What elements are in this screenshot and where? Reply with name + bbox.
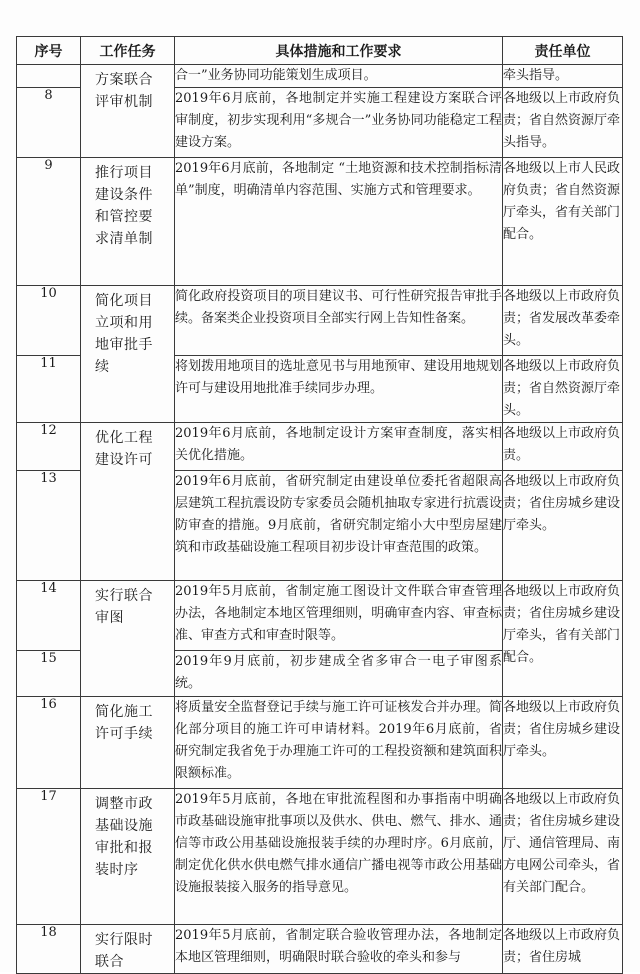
measure-cell: 2019年5月底前，省制定联合验收管理办法，各地制定本地区管理细则，明确限时联合验收的牵头和参与 bbox=[175, 925, 503, 974]
table-row bbox=[17, 158, 623, 286]
task-text: 调整市政基础设施审批和报装时序 bbox=[95, 796, 153, 878]
task-text: 方案联合评审机制 bbox=[95, 72, 153, 110]
task-text: 简化施工许可手续 bbox=[95, 704, 153, 742]
task-cell bbox=[81, 286, 175, 423]
task-cell bbox=[81, 423, 175, 581]
header-measures: 具体措施和工作要求 bbox=[175, 37, 503, 65]
table-row bbox=[17, 789, 623, 925]
unit-cell: 各地级以上市政府负责；省住房城乡建设厅牵头。 bbox=[503, 697, 623, 789]
task-text: 简化项目立项和用地审批手续 bbox=[95, 293, 153, 375]
unit-cell: 各地级以上市政府负责；省发展改革委牵头。 bbox=[503, 286, 623, 356]
task-text: 实行联合审图 bbox=[95, 588, 153, 626]
measure-cell: 将质量安全监督登记手续与施工许可证核发合并办理。简化部分项目的施工许可申请材料。2019年6月底前，省研究制定我省免于办理施工许可的工程投资额和建筑面积限额标准。 bbox=[175, 697, 503, 789]
task-text: 优化工程建设许可 bbox=[95, 430, 153, 468]
row-number: 14 bbox=[17, 581, 81, 651]
header-no: 序号 bbox=[17, 37, 81, 65]
unit-cell: 各地级以上市政府负责；省自然资源厅牵头指导。 bbox=[503, 88, 623, 158]
unit-cell: 各地级以上市政府负责；省住房城乡建设厅、通信管理局、南方电网公司牵头，省有关部门配合。 bbox=[503, 789, 623, 925]
table-row bbox=[17, 581, 623, 651]
unit-cell: 各地级以上市政府负责。 bbox=[503, 423, 623, 471]
tasks-table bbox=[16, 36, 623, 974]
measure-cell: 合一”业务协同功能策划生成项目。 bbox=[175, 65, 503, 88]
task-text: 实行限时联合 bbox=[95, 932, 153, 970]
measure-cell: 将划拨用地项目的选址意见书与用地预审、建设用地规划许可与建设用地批准手续同步办理。 bbox=[175, 356, 503, 423]
task-cell bbox=[81, 158, 175, 286]
row-number: 9 bbox=[17, 158, 81, 286]
row-number: 15 bbox=[17, 651, 81, 697]
task-cell bbox=[81, 65, 175, 158]
unit-cell: 牵头指导。 bbox=[503, 65, 623, 88]
task-cell bbox=[81, 581, 175, 697]
row-number: 13 bbox=[17, 471, 81, 581]
table-row bbox=[17, 286, 623, 356]
table-row bbox=[17, 925, 623, 974]
unit-cell: 各地级以上市政府负责；省自然资源厅牵头。 bbox=[503, 356, 623, 423]
row-number: 16 bbox=[17, 697, 81, 789]
row-number: 17 bbox=[17, 789, 81, 925]
measure-cell: 2019年5月底前，各地在审批流程图和办事指南中明确市政基础设施审批事项以及供水、供电、燃气、排水、通信等市政公用基础设施报装手续的办理时序。6月底前，制定优化供水供电燃气排水通信广播电视等市政公用基础设施报装接入服务的指导意见。 bbox=[175, 789, 503, 925]
measure-cell: 简化政府投资项目的项目建议书、可行性研究报告审批手续。备案类企业投资项目全部实行网上告知性备案。 bbox=[175, 286, 503, 356]
header-task: 工作任务 bbox=[81, 37, 175, 65]
row-number: 12 bbox=[17, 423, 81, 471]
measure-cell: 2019年6月底前，省研究制定由建设单位委托省超限高层建筑工程抗震设防专家委员会随机抽取专家进行抗震设防审查的措施。9月底前，省研究制定缩小大中型房屋建筑和市政基础设施工程项目初步设计审查范围的政策。 bbox=[175, 471, 503, 581]
measure-cell: 2019年5月底前，省制定施工图设计文件联合审查管理办法，各地制定本地区管理细则，明确审查内容、审查标准、审查方式和审查时限等。 bbox=[175, 581, 503, 651]
task-cell bbox=[81, 925, 175, 974]
table-row bbox=[17, 65, 623, 88]
task-cell bbox=[81, 789, 175, 925]
row-number bbox=[17, 65, 81, 88]
measure-cell: 2019年6月底前，各地制定 “土地资源和技术控制指标清单”制度，明确清单内容范围、实施方式和管理要求。 bbox=[175, 158, 503, 286]
measure-cell: 2019年9月底前，初步建成全省多审合一电子审图系统。 bbox=[175, 651, 503, 697]
unit-cell: 各地级以上市政府负责；省住房城乡建设厅牵头，省有关部门配合。 bbox=[503, 581, 623, 697]
table-row bbox=[17, 697, 623, 789]
row-number: 11 bbox=[17, 356, 81, 423]
unit-cell: 各地级以上市政府负责；省住房城 bbox=[503, 925, 623, 974]
measure-cell: 2019年6月底前，各地制定并实施工程建设方案联合评审制度，初步实现利用“多规合一”业务协同功能稳定工程建设方案。 bbox=[175, 88, 503, 158]
row-number: 18 bbox=[17, 925, 81, 974]
row-number: 8 bbox=[17, 88, 81, 158]
unit-cell: 各地级以上市人民政府负责；省自然资源厅牵头，省有关部门配合。 bbox=[503, 158, 623, 286]
header-unit: 责任单位 bbox=[503, 37, 623, 65]
table-header-row bbox=[17, 37, 623, 65]
task-cell bbox=[81, 697, 175, 789]
task-text: 推行项目建设条件和管控要求清单制 bbox=[95, 165, 153, 247]
measure-cell: 2019年6月底前，各地制定设计方案审查制度，落实相关优化措施。 bbox=[175, 423, 503, 471]
unit-cell: 各地级以上市政府负责；省住房城乡建设厅牵头。 bbox=[503, 471, 623, 581]
row-number: 10 bbox=[17, 286, 81, 356]
table-row bbox=[17, 423, 623, 471]
